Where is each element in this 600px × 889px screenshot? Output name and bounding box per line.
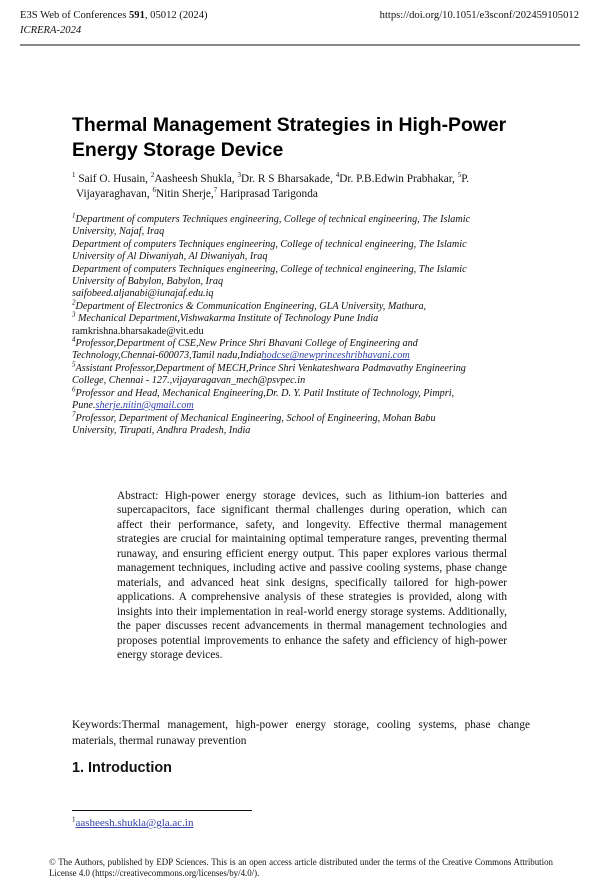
doi-link[interactable]: https://doi.org/10.1051/e3sconf/202459105012 [379, 10, 579, 21]
header-divider [20, 44, 580, 46]
running-header-left [20, 9, 208, 23]
paper-title: Thermal Management Strategies in High-Power Energy Storage Device [72, 114, 507, 161]
license-notice: © The Authors, published by EDP Sciences. This is an open access article distributed under the terms of the Creative Commons Attribution License 4.0 (https://creativecommons.org/licenses/by/4.0/). [49, 857, 553, 878]
author-sup: 4 [335, 171, 340, 180]
corresponding-email-link[interactable]: aasheesh.shukla@gla.ac.in [75, 817, 194, 829]
article-number: , 05012 (2024) [144, 10, 208, 21]
affiliations: $^1$Department of computers Techniques engineering, College of technical engineering, The Islamic University, Najaf, Iraq Department of computers Techniques engineering, College of technical engineering, The Islamic University of Al Diwaniyah, Al Diwaniyah, Iraq Department of computers Techniques engineering, College of technical engineering, The Islamic University of Babylon, Babylon, Iraq saifobeed.aljanabi@iunajaf.edu.iq $^2$Department of Electronics & Communication Engineering, GLA University, Mathura, $^3$ Mechanical Department,Vishwakarma Institute of Technology Pune India ramkrishna.bharsakade@vit.edu $^4$Professor,Department of CSE,New Prince Shri Bhavani College of Engineering and Technology,Chennai-600073,Tamil nadu,Indiahodcse@newprinceshribhavani.com $^5$Assistant Professor,Department of MECH,Prince Shri Venkateshwara Padmavathy Engineering College, Chennai - 127.,vijayaragavan_mech@psvpec.in $^6$Professor and Head, Mechanical Engineering,Dr. D. Y. Patil Institute of Technology, Pimpri, Pune.sherje.nitin@gmail.com $^7$Professor, Department of Mechanical Engineering, School of Engineering, Mohan Babu University, Tirupati, Andhra Pradesh, India [72, 214, 542, 437]
author-name: Nitin Sherje, [155, 188, 214, 200]
affiliation-7: $^7$Professor, Department of Mechanical Engineering, School of Engineering, Mohan Babu [72, 410, 436, 424]
footnote-divider [72, 810, 252, 811]
author-name: P. [461, 173, 470, 185]
affiliation-1c: Department of computers Techniques engineering, College of technical engineering, The Islamic [72, 263, 467, 275]
author-name: Saif O. Husain, [75, 173, 151, 185]
affiliation-1b: Department of computers Techniques engineering, College of technical engineering, The Islamic [72, 238, 467, 250]
author-sup: 1 [72, 171, 76, 180]
email-6-link[interactable]: sherje.nitin@gmail.com [95, 400, 194, 412]
volume-number: 591 [128, 10, 145, 21]
author-sup: 5 [457, 171, 462, 180]
author-name: Aasheesh Shukla, [154, 173, 238, 185]
author-sup: 7 [213, 186, 218, 195]
author-name: Hariprasad Tarigonda [217, 188, 318, 200]
affiliation-5: $^5$Assistant Professor,Department of MECH,Prince Shri Venkateshwara Padmavathy Engineering [72, 360, 466, 374]
author-list [72, 172, 542, 202]
email-1: saifobeed.aljanabi@iunajaf.edu.iq [72, 288, 214, 300]
affiliation-1: $^1$Department of computers Techniques engineering, College of technical engineering, The Islamic [72, 211, 471, 225]
journal-name: E3S Web of Conferences [20, 10, 129, 21]
affiliation-2: $^2$Department of Electronics & Communication Engineering, GLA University, Mathura, [72, 298, 427, 312]
section-heading-introduction: 1. Introduction [72, 760, 172, 776]
author-sup: 6 [152, 186, 156, 195]
affiliation-6: $^6$Professor and Head, Mechanical Engineering,Dr. D. Y. Patil Institute of Technology, Pimpri, [72, 385, 455, 399]
author-name: Dr. R S Bharsakade, [240, 173, 336, 185]
conference-name: ICRERA-2024 [20, 25, 82, 36]
author-name: Vijayaraghavan, [76, 188, 153, 200]
affiliation-3: $^3$ Mechanical Department,Vishwakarma Institute of Technology Pune India [72, 310, 379, 325]
affiliation-4: $^4$Professor,Department of CSE,New Prince Shri Bhavani College of Engineering and [72, 335, 418, 350]
keywords: Keywords:Thermal management, high-power energy storage, cooling systems, phase change materials, thermal runaway prevention [72, 719, 530, 747]
author-sup: 3 [237, 171, 241, 180]
email-3: ramkrishna.bharsakade@vit.edu [72, 325, 204, 337]
email-4-link[interactable]: hodcse@newprinceshribhavani.com [261, 350, 410, 362]
author-name: Dr. P.B.Edwin Prabhakar, [339, 173, 458, 185]
footnote: $^1$aasheesh.shukla@gla.ac.in [72, 815, 194, 829]
abstract: Abstract: High-power energy storage devices, such as lithium-ion batteries and supercapacitors, face significant thermal challenges during operation, which can affect their performance, safety, and longevity. Effective thermal management strategies are crucial for maintaining optimal temperature ranges, preventing thermal runaway, and ensuring efficient energy output. This paper explores various thermal management techniques, including active and passive cooling systems, phase change materials, and advanced heat sink designs, specifically tailored for high-power applications. A comprehensive analysis of these strategies is provided, along with insights into their implementation in real-world energy storage systems. Additionally, the paper discusses recent advancements in thermal management technologies and proposes potential improvements to enhance the safety and efficiency of high-power energy storage devices. [117, 490, 507, 661]
author-sup: 2 [150, 171, 155, 180]
